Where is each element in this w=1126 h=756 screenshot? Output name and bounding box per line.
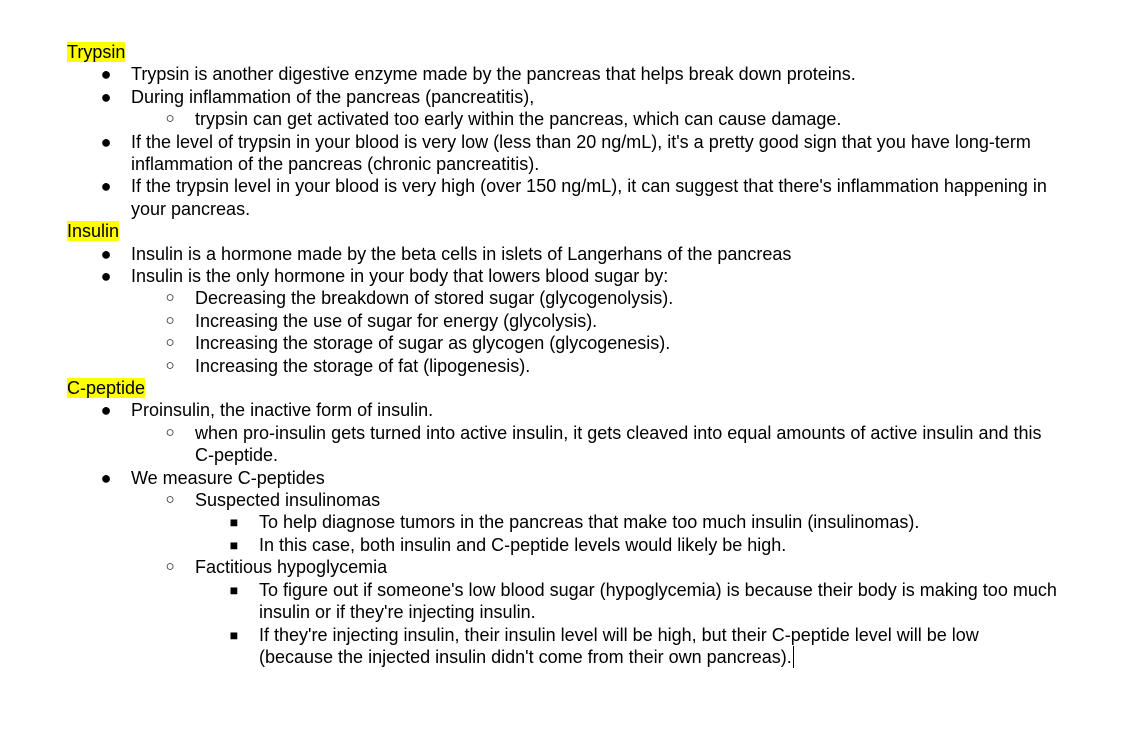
hollow-circle-bullet-icon: ○	[165, 334, 175, 352]
list-item-text: Decreasing the breakdown of stored sugar (glycogenolysis).	[195, 288, 674, 309]
bullet-list-c-peptide	[67, 399, 1057, 668]
list-item	[67, 131, 1057, 176]
hollow-circle-bullet-icon: ○	[165, 311, 175, 329]
filled-circle-bullet-icon: ●	[100, 131, 112, 152]
list-item-text: Increasing the use of sugar for energy (glycolysis).	[195, 310, 598, 331]
list-item	[67, 243, 1057, 265]
list-item	[67, 310, 1057, 332]
filled-square-bullet-icon: ■	[229, 536, 239, 553]
list-item	[67, 556, 1057, 578]
filled-circle-bullet-icon: ●	[100, 176, 112, 197]
list-item-text: Increasing the storage of sugar as glycogen (glycogenesis).	[195, 333, 671, 354]
list-item-text: If the level of trypsin in your blood is very low (less than 20 ng/mL), it's a pretty good sign that you have long-term inflammation of the pancreas (chronic pancreatitis).	[131, 131, 1031, 175]
highlighted-heading-text: Insulin	[67, 221, 120, 242]
list-item	[67, 86, 1057, 108]
hollow-circle-bullet-icon: ○	[165, 289, 175, 307]
hollow-circle-bullet-icon: ○	[165, 558, 175, 576]
list-item-text: Increasing the storage of fat (lipogenesis).	[195, 355, 531, 376]
list-item	[67, 534, 1057, 556]
list-item	[67, 287, 1057, 309]
filled-circle-bullet-icon: ●	[100, 243, 112, 264]
list-item	[67, 63, 1057, 85]
list-item-text: when pro-insulin gets turned into active insulin, it gets cleaved into equal amounts of active insulin and this C-peptide.	[195, 422, 1042, 466]
list-item	[67, 511, 1057, 533]
bullet-list-insulin	[67, 243, 1057, 377]
list-item	[67, 467, 1057, 489]
filled-circle-bullet-icon: ●	[100, 86, 112, 107]
list-item	[67, 624, 1057, 669]
list-item-text: To figure out if someone's low blood sugar (hypoglycemia) is because their body is making too much insulin or if they're injecting insulin.	[259, 579, 1057, 623]
list-item	[67, 399, 1057, 421]
filled-circle-bullet-icon: ●	[100, 64, 112, 85]
list-item	[67, 579, 1057, 624]
list-item-text: We measure C-peptides	[131, 467, 325, 488]
filled-circle-bullet-icon: ●	[100, 266, 112, 287]
filled-circle-bullet-icon: ●	[100, 400, 112, 421]
list-item-text: During inflammation of the pancreas (pancreatitis),	[131, 86, 535, 107]
list-item-text: Insulin is a hormone made by the beta cells in islets of Langerhans of the pancreas	[131, 243, 792, 264]
hollow-circle-bullet-icon: ○	[165, 423, 175, 441]
list-item	[67, 265, 1057, 287]
hollow-circle-bullet-icon: ○	[165, 110, 175, 128]
filled-square-bullet-icon: ■	[229, 514, 239, 531]
list-item	[67, 355, 1057, 377]
hollow-circle-bullet-icon: ○	[165, 356, 175, 374]
list-item-text: If they're injecting insulin, their insulin level will be high, but their C-peptide level will be low (because the injected insulin didn't come from their own pancreas).	[259, 624, 979, 667]
list-item	[67, 108, 1057, 130]
hollow-circle-bullet-icon: ○	[165, 491, 175, 509]
list-item	[67, 175, 1057, 220]
filled-square-bullet-icon: ■	[229, 581, 239, 598]
highlighted-heading-text: C-peptide	[67, 378, 146, 399]
filled-circle-bullet-icon: ●	[100, 467, 112, 488]
bullet-list-trypsin	[67, 63, 1057, 220]
list-item-text: trypsin can get activated too early within the pancreas, which can cause damage.	[195, 109, 842, 130]
list-item-text: Insulin is the only hormone in your body that lowers blood sugar by:	[131, 266, 669, 287]
list-item	[67, 422, 1057, 467]
section-heading-trypsin	[67, 41, 1057, 63]
list-item-text: To help diagnose tumors in the pancreas that make too much insulin (insulinomas).	[259, 512, 920, 533]
list-item-text: Proinsulin, the inactive form of insulin.	[131, 400, 434, 421]
list-item	[67, 489, 1057, 511]
text-cursor	[793, 646, 794, 668]
list-item	[67, 332, 1057, 354]
filled-square-bullet-icon: ■	[229, 626, 239, 643]
highlighted-heading-text: Trypsin	[67, 42, 126, 62]
list-item-text: Trypsin is another digestive enzyme made by the pancreas that helps break down proteins.	[131, 64, 856, 85]
section-heading-c-peptide	[67, 377, 1057, 399]
list-item-text: If the trypsin level in your blood is very high (over 150 ng/mL), it can suggest that there's inflammation happening in your pancreas.	[131, 176, 1047, 219]
list-item-text: Suspected insulinomas	[195, 490, 381, 511]
list-item-text: Factitious hypoglycemia	[195, 557, 388, 578]
section-heading-insulin	[67, 220, 1057, 242]
list-item-text: In this case, both insulin and C-peptide levels would likely be high.	[259, 534, 787, 555]
document-body[interactable]	[67, 41, 1057, 668]
